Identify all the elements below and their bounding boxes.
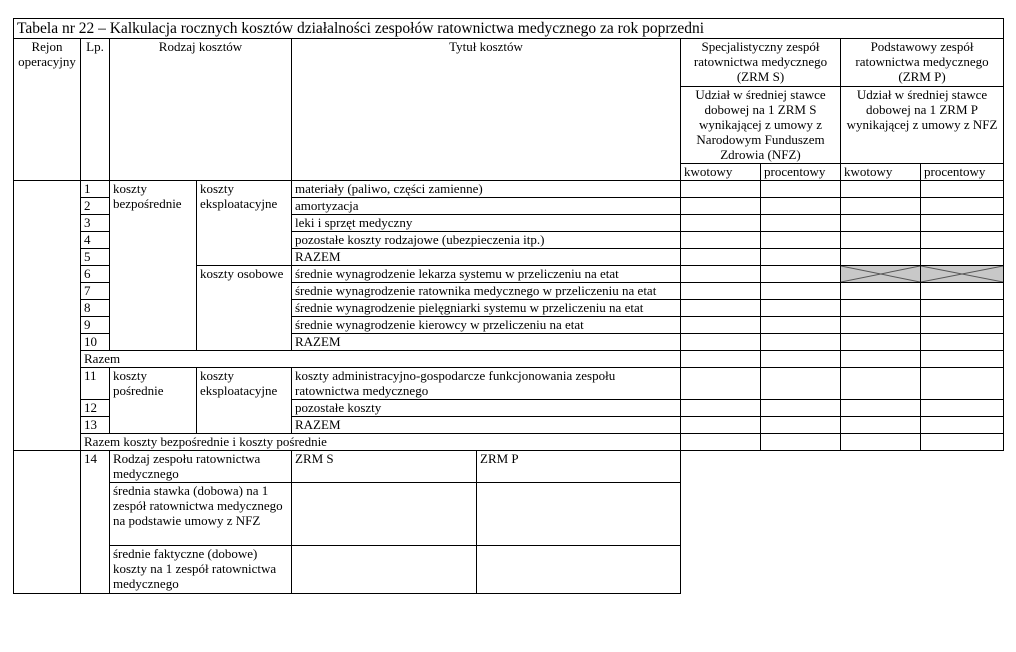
row-label: amortyzacja — [292, 198, 681, 215]
value-cell[interactable] — [681, 249, 761, 266]
value-cell[interactable] — [921, 434, 1004, 451]
header-percent-p: procentowy — [921, 164, 1004, 181]
lp-cell: 4 — [81, 232, 110, 249]
row-label: koszty administracyjno-gospodarcze funkcjonowania zespołu ratownictwa medycznego — [292, 368, 681, 400]
value-cell[interactable] — [921, 334, 1004, 351]
value-cell[interactable] — [681, 434, 761, 451]
value-cell[interactable] — [841, 417, 921, 434]
value-cell[interactable] — [477, 546, 681, 594]
avg-actual-label: średnie faktyczne (dobowe) koszty na 1 zespół ratownictwa medycznego — [110, 546, 292, 594]
value-cell[interactable] — [761, 249, 841, 266]
value-cell[interactable] — [841, 232, 921, 249]
value-cell[interactable] — [761, 434, 841, 451]
value-cell[interactable] — [761, 351, 841, 368]
value-cell[interactable] — [681, 266, 761, 283]
value-cell[interactable] — [921, 249, 1004, 266]
value-cell[interactable] — [761, 317, 841, 334]
row-label: materiały (paliwo, części zamienne) — [292, 181, 681, 198]
header-share-p: Udział w średniej stawce dobowej na 1 ZRM P wynikającej z umowy z NFZ — [841, 87, 1004, 164]
value-cell[interactable] — [761, 198, 841, 215]
value-cell[interactable] — [841, 283, 921, 300]
lp-cell: 11 — [81, 368, 110, 400]
crossed-out-cell — [841, 266, 921, 283]
value-cell[interactable] — [841, 368, 921, 400]
lp-cell: 10 — [81, 334, 110, 351]
value-cell[interactable] — [841, 215, 921, 232]
lp-cell: 8 — [81, 300, 110, 317]
header-percent-s: procentowy — [761, 164, 841, 181]
value-cell[interactable] — [841, 434, 921, 451]
crossed-out-cell — [921, 266, 1004, 283]
value-cell[interactable] — [841, 249, 921, 266]
value-cell[interactable] — [681, 215, 761, 232]
value-cell[interactable] — [841, 181, 921, 198]
avg-rate-label: średnia stawka (dobowa) na 1 zespół ratownictwa medycznego na podstawie umowy z NFZ — [110, 483, 292, 546]
lp-cell: 9 — [81, 317, 110, 334]
value-cell[interactable] — [921, 232, 1004, 249]
col-zrm-s: ZRM S — [292, 451, 477, 483]
value-cell[interactable] — [921, 181, 1004, 198]
value-cell[interactable] — [681, 317, 761, 334]
header-cost-kind: Rodzaj kosztów — [110, 39, 292, 181]
lp-cell: 12 — [81, 400, 110, 417]
value-cell[interactable] — [841, 317, 921, 334]
value-cell[interactable] — [761, 334, 841, 351]
lp-cell: 5 — [81, 249, 110, 266]
value-cell[interactable] — [921, 283, 1004, 300]
value-cell[interactable] — [761, 232, 841, 249]
row-label: średnie wynagrodzenie pielęgniarki systemu w przeliczeniu na etat — [292, 300, 681, 317]
value-cell[interactable] — [681, 181, 761, 198]
razem-total-label: Razem koszty bezpośrednie i koszty pośrednie — [81, 434, 681, 451]
group-indirect: koszty pośrednie — [110, 368, 197, 434]
row-label: RAZEM — [292, 417, 681, 434]
lp-cell: 7 — [81, 283, 110, 300]
lp-cell: 1 — [81, 181, 110, 198]
team-kind-label: Rodzaj zespołu ratownictwa medycznego — [110, 451, 292, 483]
group-personnel: koszty osobowe — [197, 266, 292, 351]
row-label: średnie wynagrodzenie kierowcy w przeliczeniu na etat — [292, 317, 681, 334]
value-cell[interactable] — [477, 483, 681, 546]
lp-cell: 3 — [81, 215, 110, 232]
col-zrm-p: ZRM P — [477, 451, 681, 483]
value-cell[interactable] — [761, 368, 841, 400]
cost-calculation-table — [13, 18, 1004, 594]
value-cell[interactable] — [921, 215, 1004, 232]
value-cell[interactable] — [681, 368, 761, 400]
value-cell[interactable] — [761, 181, 841, 198]
value-cell[interactable] — [681, 283, 761, 300]
region-cell[interactable] — [14, 181, 81, 451]
header-lp: Lp. — [81, 39, 110, 181]
header-amount-p: kwotowy — [841, 164, 921, 181]
value-cell[interactable] — [681, 417, 761, 434]
row-label: leki i sprzęt medyczny — [292, 215, 681, 232]
value-cell[interactable] — [841, 334, 921, 351]
razem-label: Razem — [81, 351, 681, 368]
value-cell[interactable] — [761, 300, 841, 317]
value-cell[interactable] — [681, 351, 761, 368]
value-cell[interactable] — [921, 417, 1004, 434]
group-operating-indirect: koszty eksploatacyjne — [197, 368, 292, 434]
value-cell[interactable] — [681, 300, 761, 317]
value-cell[interactable] — [921, 400, 1004, 417]
value-cell[interactable] — [292, 483, 477, 546]
value-cell[interactable] — [841, 400, 921, 417]
header-zrm-s: Specjalistyczny zespół ratownictwa medycznego (ZRM S) — [681, 39, 841, 87]
value-cell[interactable] — [761, 417, 841, 434]
region-cell-14[interactable] — [14, 451, 81, 594]
header-region: Rejon operacyjny — [14, 39, 81, 181]
value-cell[interactable] — [921, 198, 1004, 215]
lp-cell: 2 — [81, 198, 110, 215]
table-title: Tabela nr 22 – Kalkulacja rocznych kosztów działalności zespołów ratownictwa medycznego za rok poprzedni — [14, 19, 1004, 39]
value-cell[interactable] — [761, 400, 841, 417]
value-cell[interactable] — [921, 300, 1004, 317]
value-cell[interactable] — [681, 198, 761, 215]
lp-cell: 14 — [81, 451, 110, 594]
lp-cell: 13 — [81, 417, 110, 434]
value-cell[interactable] — [681, 400, 761, 417]
header-share-s: Udział w średniej stawce dobowej na 1 ZRM S wynikającej z umowy z Narodowym Funduszem Zdrowia (NFZ) — [681, 87, 841, 164]
row-label: RAZEM — [292, 334, 681, 351]
value-cell[interactable] — [921, 368, 1004, 400]
value-cell[interactable] — [681, 232, 761, 249]
header-amount-s: kwotowy — [681, 164, 761, 181]
header-cost-item: Tytuł kosztów — [292, 39, 681, 181]
row-label: pozostałe koszty rodzajowe (ubezpieczenia itp.) — [292, 232, 681, 249]
header-zrm-p: Podstawowy zespół ratownictwa medycznego (ZRM P) — [841, 39, 1004, 87]
value-cell[interactable] — [761, 215, 841, 232]
row-label: pozostałe koszty — [292, 400, 681, 417]
row-label: średnie wynagrodzenie ratownika medycznego w przeliczeniu na etat — [292, 283, 681, 300]
value-cell[interactable] — [761, 283, 841, 300]
lp-cell: 6 — [81, 266, 110, 283]
row-label: RAZEM — [292, 249, 681, 266]
value-cell[interactable] — [921, 317, 1004, 334]
group-direct: koszty bezpośrednie — [110, 181, 197, 351]
value-cell[interactable] — [761, 266, 841, 283]
value-cell[interactable] — [841, 198, 921, 215]
value-cell[interactable] — [681, 334, 761, 351]
value-cell[interactable] — [841, 300, 921, 317]
value-cell[interactable] — [921, 351, 1004, 368]
row-label: średnie wynagrodzenie lekarza systemu w przeliczeniu na etat — [292, 266, 681, 283]
group-operating: koszty eksploatacyjne — [197, 181, 292, 266]
value-cell[interactable] — [292, 546, 477, 594]
value-cell[interactable] — [841, 351, 921, 368]
